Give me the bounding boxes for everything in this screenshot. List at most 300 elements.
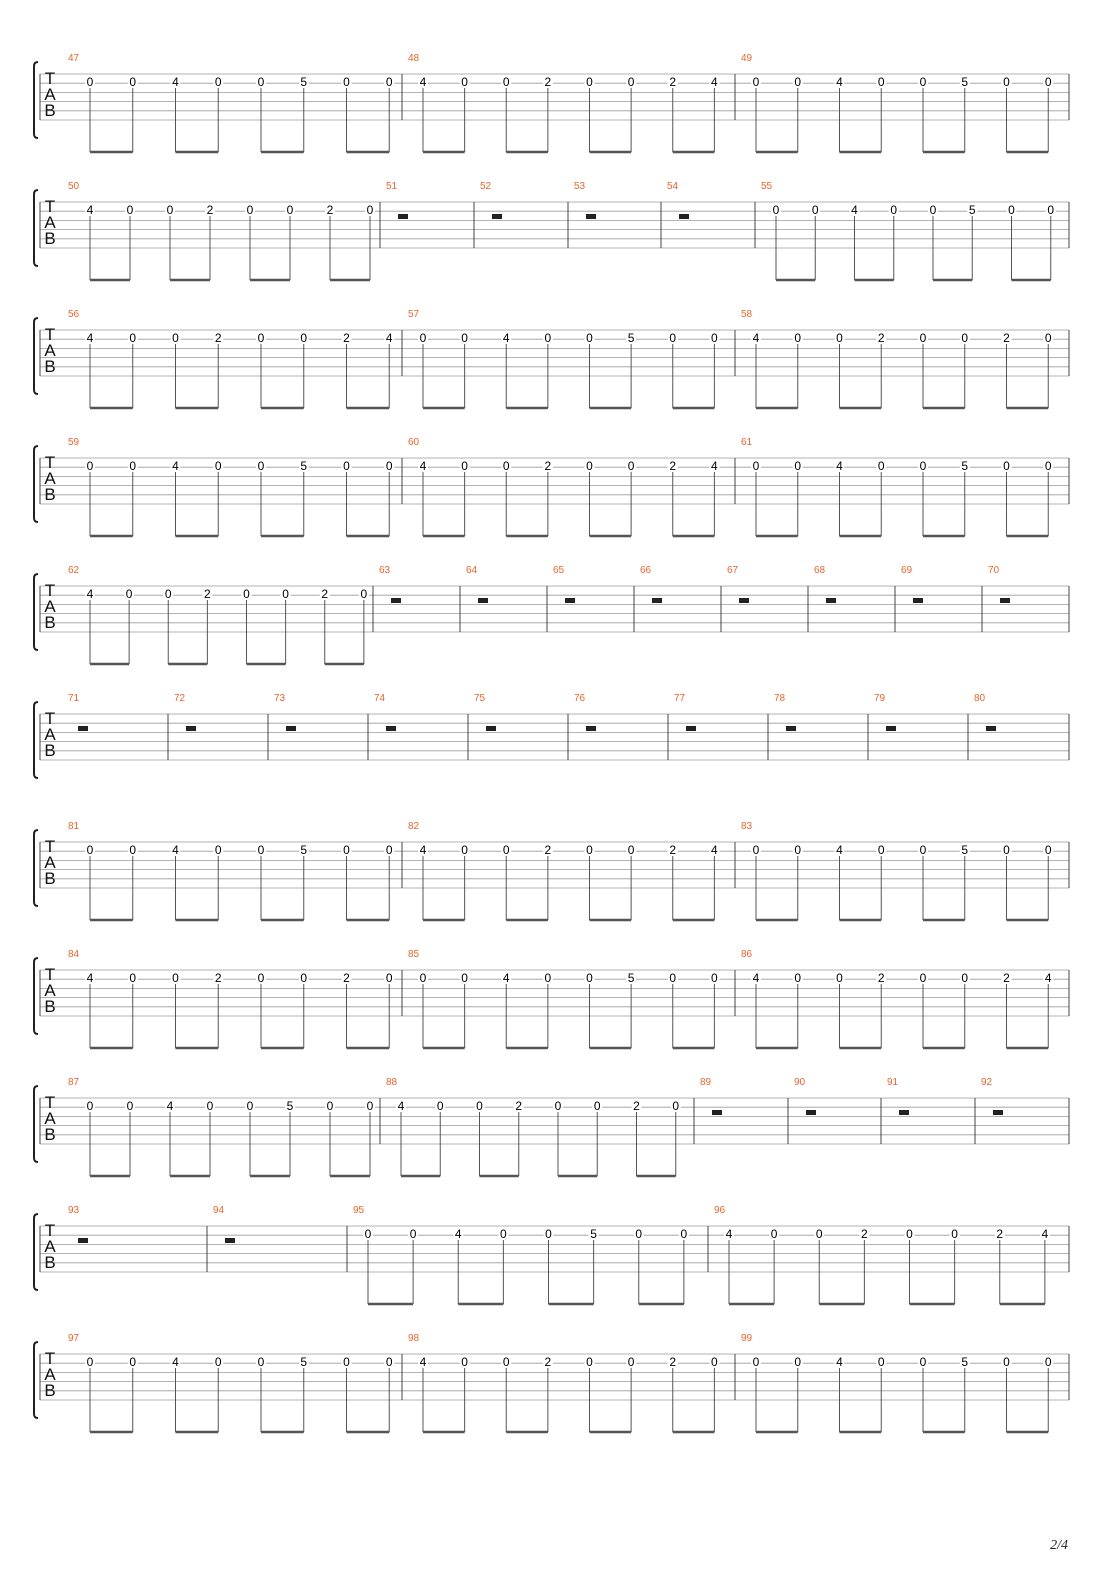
fret-number: 0: [680, 1227, 688, 1241]
fret-number: 0: [502, 1355, 510, 1369]
system-bracket: [34, 830, 38, 906]
rest-symbol: [686, 726, 696, 731]
fret-number: 4: [86, 587, 94, 601]
fret-number: 4: [836, 459, 843, 473]
measure-number: 97: [68, 1333, 80, 1344]
tab-clef-letter: T: [44, 325, 56, 344]
fret-number: 0: [1044, 75, 1052, 89]
measure: [408, 821, 719, 920]
measure-number: 85: [408, 949, 420, 960]
measure-number: 81: [68, 821, 80, 832]
fret-number: 0: [772, 203, 780, 217]
measure-number: 55: [761, 181, 773, 192]
fret-number: 0: [836, 331, 843, 345]
fret-number: 0: [214, 75, 222, 89]
fret-number: 2: [326, 203, 334, 217]
measure-number: 80: [974, 693, 986, 704]
rest-symbol: [398, 214, 408, 219]
fret-number: 0: [366, 203, 374, 217]
fret-number: 4: [502, 331, 510, 345]
measure-number: 73: [274, 693, 286, 704]
fret-number: 0: [343, 75, 350, 89]
fret-number: 0: [919, 843, 927, 857]
measure: [68, 949, 394, 1048]
system-bracket: [34, 1214, 38, 1290]
tab-clef-letter: B: [44, 101, 56, 120]
fret-number: 0: [586, 331, 593, 345]
fret-number: 0: [300, 971, 308, 985]
fret-number: 5: [286, 1099, 294, 1113]
measure-number: 90: [794, 1077, 806, 1088]
measure: [901, 565, 923, 603]
fret-number: 0: [86, 1355, 94, 1369]
fret-number: 0: [961, 971, 969, 985]
fret-number: 4: [711, 459, 718, 473]
measure: [68, 693, 88, 731]
fret-number: 0: [86, 843, 94, 857]
fret-number: 5: [300, 459, 308, 473]
fret-number: 0: [951, 1227, 958, 1241]
measure: [68, 53, 394, 152]
rest-symbol: [739, 598, 749, 603]
measure: [474, 693, 496, 731]
fret-number: 4: [711, 843, 718, 857]
fret-number: 0: [129, 1355, 137, 1369]
measure: [353, 1205, 689, 1304]
rest-symbol: [391, 598, 401, 603]
fret-number: 0: [343, 843, 350, 857]
fret-number: 4: [166, 1099, 174, 1113]
tab-system: [34, 53, 1069, 152]
measure: [274, 693, 296, 731]
fret-number: 0: [1047, 203, 1055, 217]
fret-number: 0: [129, 75, 137, 89]
fret-number: 2: [1003, 331, 1010, 345]
tab-system: [34, 309, 1069, 408]
fret-number: 0: [627, 459, 635, 473]
rest-symbol: [78, 726, 88, 731]
fret-number: 0: [890, 203, 898, 217]
measure-number: 49: [741, 53, 753, 64]
rest-symbol: [712, 1110, 722, 1115]
fret-number: 0: [214, 1355, 222, 1369]
fret-number: 0: [246, 203, 254, 217]
fret-number: 4: [172, 843, 179, 857]
fret-number: 4: [711, 75, 718, 89]
measure-number: 52: [480, 181, 492, 192]
tab-clef-letter: T: [44, 709, 56, 728]
system-bracket: [34, 702, 38, 778]
measure: [974, 693, 996, 731]
rest-symbol: [913, 598, 923, 603]
fret-number: 0: [385, 971, 393, 985]
fret-number: 0: [929, 203, 937, 217]
fret-number: 0: [166, 203, 174, 217]
tab-clef-letter: B: [44, 613, 56, 632]
tab-clef-letter: B: [44, 869, 56, 888]
measure: [374, 693, 396, 731]
fret-number: 5: [961, 1355, 969, 1369]
measure-number: 54: [667, 181, 679, 192]
measure-number: 76: [574, 693, 586, 704]
rest-symbol: [486, 726, 496, 731]
measure-number: 47: [68, 53, 80, 64]
fret-number: 0: [172, 971, 179, 985]
measure: [68, 821, 394, 920]
fret-number: 0: [794, 843, 802, 857]
measure: [408, 309, 719, 408]
fret-number: 4: [86, 971, 94, 985]
measure-number: 94: [213, 1205, 225, 1216]
measure-number: 71: [68, 693, 80, 704]
fret-number: 4: [172, 1355, 179, 1369]
fret-number: 0: [919, 971, 927, 985]
tab-system: [34, 1077, 1069, 1176]
fret-number: 0: [752, 75, 760, 89]
fret-number: 0: [1044, 459, 1052, 473]
fret-number: 0: [752, 1355, 760, 1369]
measure: [988, 565, 1010, 603]
measure: [714, 1205, 1050, 1304]
fret-number: 0: [257, 843, 265, 857]
measure-number: 53: [574, 181, 586, 192]
rest-symbol: [492, 214, 502, 219]
measure-number: 99: [741, 1333, 753, 1344]
fret-number: 0: [461, 331, 468, 345]
fret-number: 4: [752, 331, 760, 345]
tab-system: [34, 1333, 1069, 1432]
tab-clef-letter: A: [44, 341, 56, 360]
fret-number: 2: [544, 75, 552, 89]
rest-symbol: [386, 726, 396, 731]
measure: [741, 1333, 1053, 1432]
fret-number: 0: [586, 459, 593, 473]
fret-number: 4: [836, 75, 843, 89]
fret-number: 0: [343, 1355, 350, 1369]
fret-number: 0: [125, 587, 133, 601]
measure-number: 75: [474, 693, 486, 704]
page-number: 2/4: [1050, 1538, 1068, 1553]
fret-number: 0: [811, 203, 819, 217]
fret-number: 4: [385, 331, 393, 345]
fret-number: 4: [836, 1355, 843, 1369]
fret-number: 0: [794, 1355, 802, 1369]
measure: [574, 693, 596, 731]
fret-number: 0: [409, 1227, 417, 1241]
fret-number: 0: [752, 459, 760, 473]
measure-number: 84: [68, 949, 80, 960]
fret-number: 0: [206, 1099, 214, 1113]
fret-number: 0: [1003, 1355, 1010, 1369]
measure-number: 87: [68, 1077, 80, 1088]
measure: [68, 437, 394, 536]
fret-number: 4: [851, 203, 858, 217]
measure-number: 58: [741, 309, 753, 320]
tab-clef-letter: T: [44, 1093, 56, 1112]
fret-number: 0: [711, 331, 718, 345]
fret-number: 2: [206, 203, 214, 217]
fret-number: 0: [752, 843, 760, 857]
fret-number: 4: [454, 1227, 462, 1241]
measure: [379, 565, 401, 603]
fret-number: 0: [129, 331, 137, 345]
fret-number: 2: [204, 587, 211, 601]
fret-number: 0: [385, 1355, 393, 1369]
measure: [640, 565, 662, 603]
fret-number: 4: [502, 971, 510, 985]
measure-number: 79: [874, 693, 886, 704]
measure: [68, 1205, 88, 1243]
measure: [68, 1077, 375, 1176]
fret-number: 0: [172, 331, 179, 345]
fret-number: 0: [360, 587, 368, 601]
fret-number: 0: [1044, 1355, 1052, 1369]
tab-clef-letter: B: [44, 1381, 56, 1400]
system-bracket: [34, 574, 38, 650]
fret-number: 2: [669, 459, 677, 473]
fret-number: 0: [461, 843, 468, 857]
measure-number: 88: [386, 1077, 398, 1088]
measure-number: 96: [714, 1205, 726, 1216]
fret-number: 4: [419, 75, 427, 89]
measure: [741, 821, 1053, 920]
rest-symbol: [1000, 598, 1010, 603]
tab-clef-letter: T: [44, 1349, 56, 1368]
fret-number: 0: [502, 75, 510, 89]
tab-clef-letter: B: [44, 357, 56, 376]
rest-symbol: [899, 1110, 909, 1115]
fret-number: 4: [725, 1227, 733, 1241]
fret-number: 0: [461, 75, 468, 89]
tab-system: [34, 181, 1069, 280]
measure-number: 48: [408, 53, 420, 64]
fret-number: 2: [877, 331, 885, 345]
fret-number: 4: [836, 843, 843, 857]
measure-number: 59: [68, 437, 80, 448]
measure: [68, 309, 394, 408]
fret-number: 2: [544, 459, 552, 473]
measure: [674, 693, 696, 731]
measure-number: 65: [553, 565, 565, 576]
fret-number: 0: [436, 1099, 444, 1113]
fret-number: 0: [343, 459, 350, 473]
measure-number: 64: [466, 565, 478, 576]
measure-number: 82: [408, 821, 420, 832]
measure-number: 50: [68, 181, 80, 192]
measure: [480, 181, 502, 219]
fret-number: 5: [300, 843, 308, 857]
fret-number: 0: [164, 587, 172, 601]
fret-number: 5: [590, 1227, 597, 1241]
measure: [574, 181, 596, 219]
rest-symbol: [993, 1110, 1003, 1115]
fret-number: 0: [919, 1355, 927, 1369]
measure: [408, 437, 719, 536]
fret-number: 4: [419, 459, 427, 473]
measure: [887, 1077, 909, 1115]
system-bracket: [34, 446, 38, 522]
measure: [386, 181, 408, 219]
measure: [68, 181, 375, 280]
fret-number: 0: [86, 75, 94, 89]
fret-number: 0: [257, 75, 265, 89]
fret-number: 0: [877, 459, 885, 473]
tab-clef-letter: A: [44, 981, 56, 1000]
measure: [741, 949, 1053, 1048]
tab-clef-letter: A: [44, 469, 56, 488]
measure-number: 70: [988, 565, 1000, 576]
tab-clef-letter: T: [44, 1221, 56, 1240]
fret-number: 0: [86, 459, 94, 473]
measure: [741, 437, 1053, 536]
tab-clef-letter: A: [44, 597, 56, 616]
fret-number: 0: [246, 1099, 254, 1113]
fret-number: 0: [586, 1355, 593, 1369]
measure-number: 68: [814, 565, 826, 576]
measure-number: 74: [374, 693, 386, 704]
measure: [68, 565, 369, 664]
fret-number: 0: [366, 1099, 374, 1113]
tab-clef-letter: T: [44, 69, 56, 88]
fret-number: 0: [385, 75, 393, 89]
fret-number: 4: [172, 459, 179, 473]
fret-number: 2: [996, 1227, 1004, 1241]
fret-number: 0: [669, 971, 677, 985]
fret-number: 5: [961, 75, 969, 89]
fret-number: 0: [919, 75, 927, 89]
measure-number: 51: [386, 181, 398, 192]
fret-number: 5: [961, 459, 969, 473]
tab-system: [34, 1205, 1069, 1304]
fret-number: 0: [836, 971, 843, 985]
measure-number: 67: [727, 565, 739, 576]
fret-number: 0: [919, 331, 927, 345]
rest-symbol: [478, 598, 488, 603]
fret-number: 0: [214, 459, 222, 473]
fret-number: 2: [1003, 971, 1010, 985]
tab-system: [34, 565, 1069, 664]
fret-number: 0: [770, 1227, 778, 1241]
measure-number: 78: [774, 693, 786, 704]
fret-number: 2: [544, 1355, 552, 1369]
fret-number: 0: [461, 459, 468, 473]
measure: [408, 53, 719, 152]
rest-symbol: [586, 726, 596, 731]
measure-number: 72: [174, 693, 186, 704]
fret-number: 0: [961, 331, 969, 345]
fret-number: 5: [627, 971, 635, 985]
tab-clef-letter: B: [44, 1253, 56, 1272]
fret-number: 0: [593, 1099, 601, 1113]
measure: [814, 565, 836, 603]
fret-number: 5: [961, 843, 969, 857]
fret-number: 2: [877, 971, 885, 985]
fret-number: 0: [126, 1099, 134, 1113]
fret-number: 0: [711, 971, 718, 985]
fret-number: 0: [364, 1227, 372, 1241]
fret-number: 2: [343, 331, 350, 345]
fret-number: 0: [919, 459, 927, 473]
measure-number: 57: [408, 309, 420, 320]
tab-clef-letter: T: [44, 965, 56, 984]
fret-number: 2: [861, 1227, 868, 1241]
rest-symbol: [286, 726, 296, 731]
fret-number: 0: [544, 971, 552, 985]
fret-number: 0: [877, 1355, 885, 1369]
measure: [667, 181, 689, 219]
tab-clef-letter: A: [44, 1109, 56, 1128]
fret-number: 0: [286, 203, 294, 217]
fret-number: 0: [877, 843, 885, 857]
tab-system: [34, 821, 1069, 920]
rest-symbol: [652, 598, 662, 603]
fret-number: 0: [711, 1355, 718, 1369]
fret-number: 0: [502, 843, 510, 857]
tab-clef-letter: B: [44, 485, 56, 504]
fret-number: 4: [172, 75, 179, 89]
measure: [741, 53, 1053, 152]
measure: [174, 693, 196, 731]
measure-number: 66: [640, 565, 652, 576]
measure: [408, 1333, 719, 1432]
tab-clef-letter: B: [44, 741, 56, 760]
fret-number: 2: [515, 1099, 523, 1113]
measure: [774, 693, 796, 731]
measure-number: 89: [700, 1077, 712, 1088]
system-bracket: [34, 62, 38, 138]
tab-clef-letter: A: [44, 85, 56, 104]
fret-number: 0: [243, 587, 250, 601]
tab-clef-letter: A: [44, 1237, 56, 1256]
fret-number: 0: [419, 971, 427, 985]
fret-number: 0: [300, 331, 308, 345]
measure-number: 95: [353, 1205, 365, 1216]
tab-clef-letter: B: [44, 229, 56, 248]
measure: [700, 1077, 722, 1115]
fret-number: 0: [554, 1099, 562, 1113]
fret-number: 5: [627, 331, 635, 345]
fret-number: 0: [126, 203, 134, 217]
measure: [741, 309, 1053, 408]
measure: [874, 693, 896, 731]
fret-number: 4: [419, 843, 427, 857]
fret-number: 2: [321, 587, 329, 601]
fret-number: 0: [1003, 843, 1010, 857]
fret-number: 4: [86, 331, 94, 345]
measure-number: 77: [674, 693, 686, 704]
rest-symbol: [986, 726, 996, 731]
fret-number: 0: [906, 1227, 913, 1241]
fret-number: 2: [214, 331, 222, 345]
fret-number: 0: [214, 843, 222, 857]
fret-number: 0: [1003, 459, 1010, 473]
tab-clef-letter: A: [44, 1365, 56, 1384]
fret-number: 0: [794, 971, 802, 985]
system-bracket: [34, 1342, 38, 1418]
tab-clef-letter: A: [44, 725, 56, 744]
system-bracket: [34, 958, 38, 1034]
system-bracket: [34, 190, 38, 266]
measure-number: 62: [68, 565, 80, 576]
fret-number: 0: [476, 1099, 483, 1113]
tab-clef-letter: A: [44, 853, 56, 872]
fret-number: 0: [545, 1227, 552, 1241]
tab-clef-letter: T: [44, 197, 56, 216]
fret-number: 0: [635, 1227, 643, 1241]
fret-number: 0: [1003, 75, 1010, 89]
measure-number: 61: [741, 437, 753, 448]
measure: [466, 565, 488, 603]
